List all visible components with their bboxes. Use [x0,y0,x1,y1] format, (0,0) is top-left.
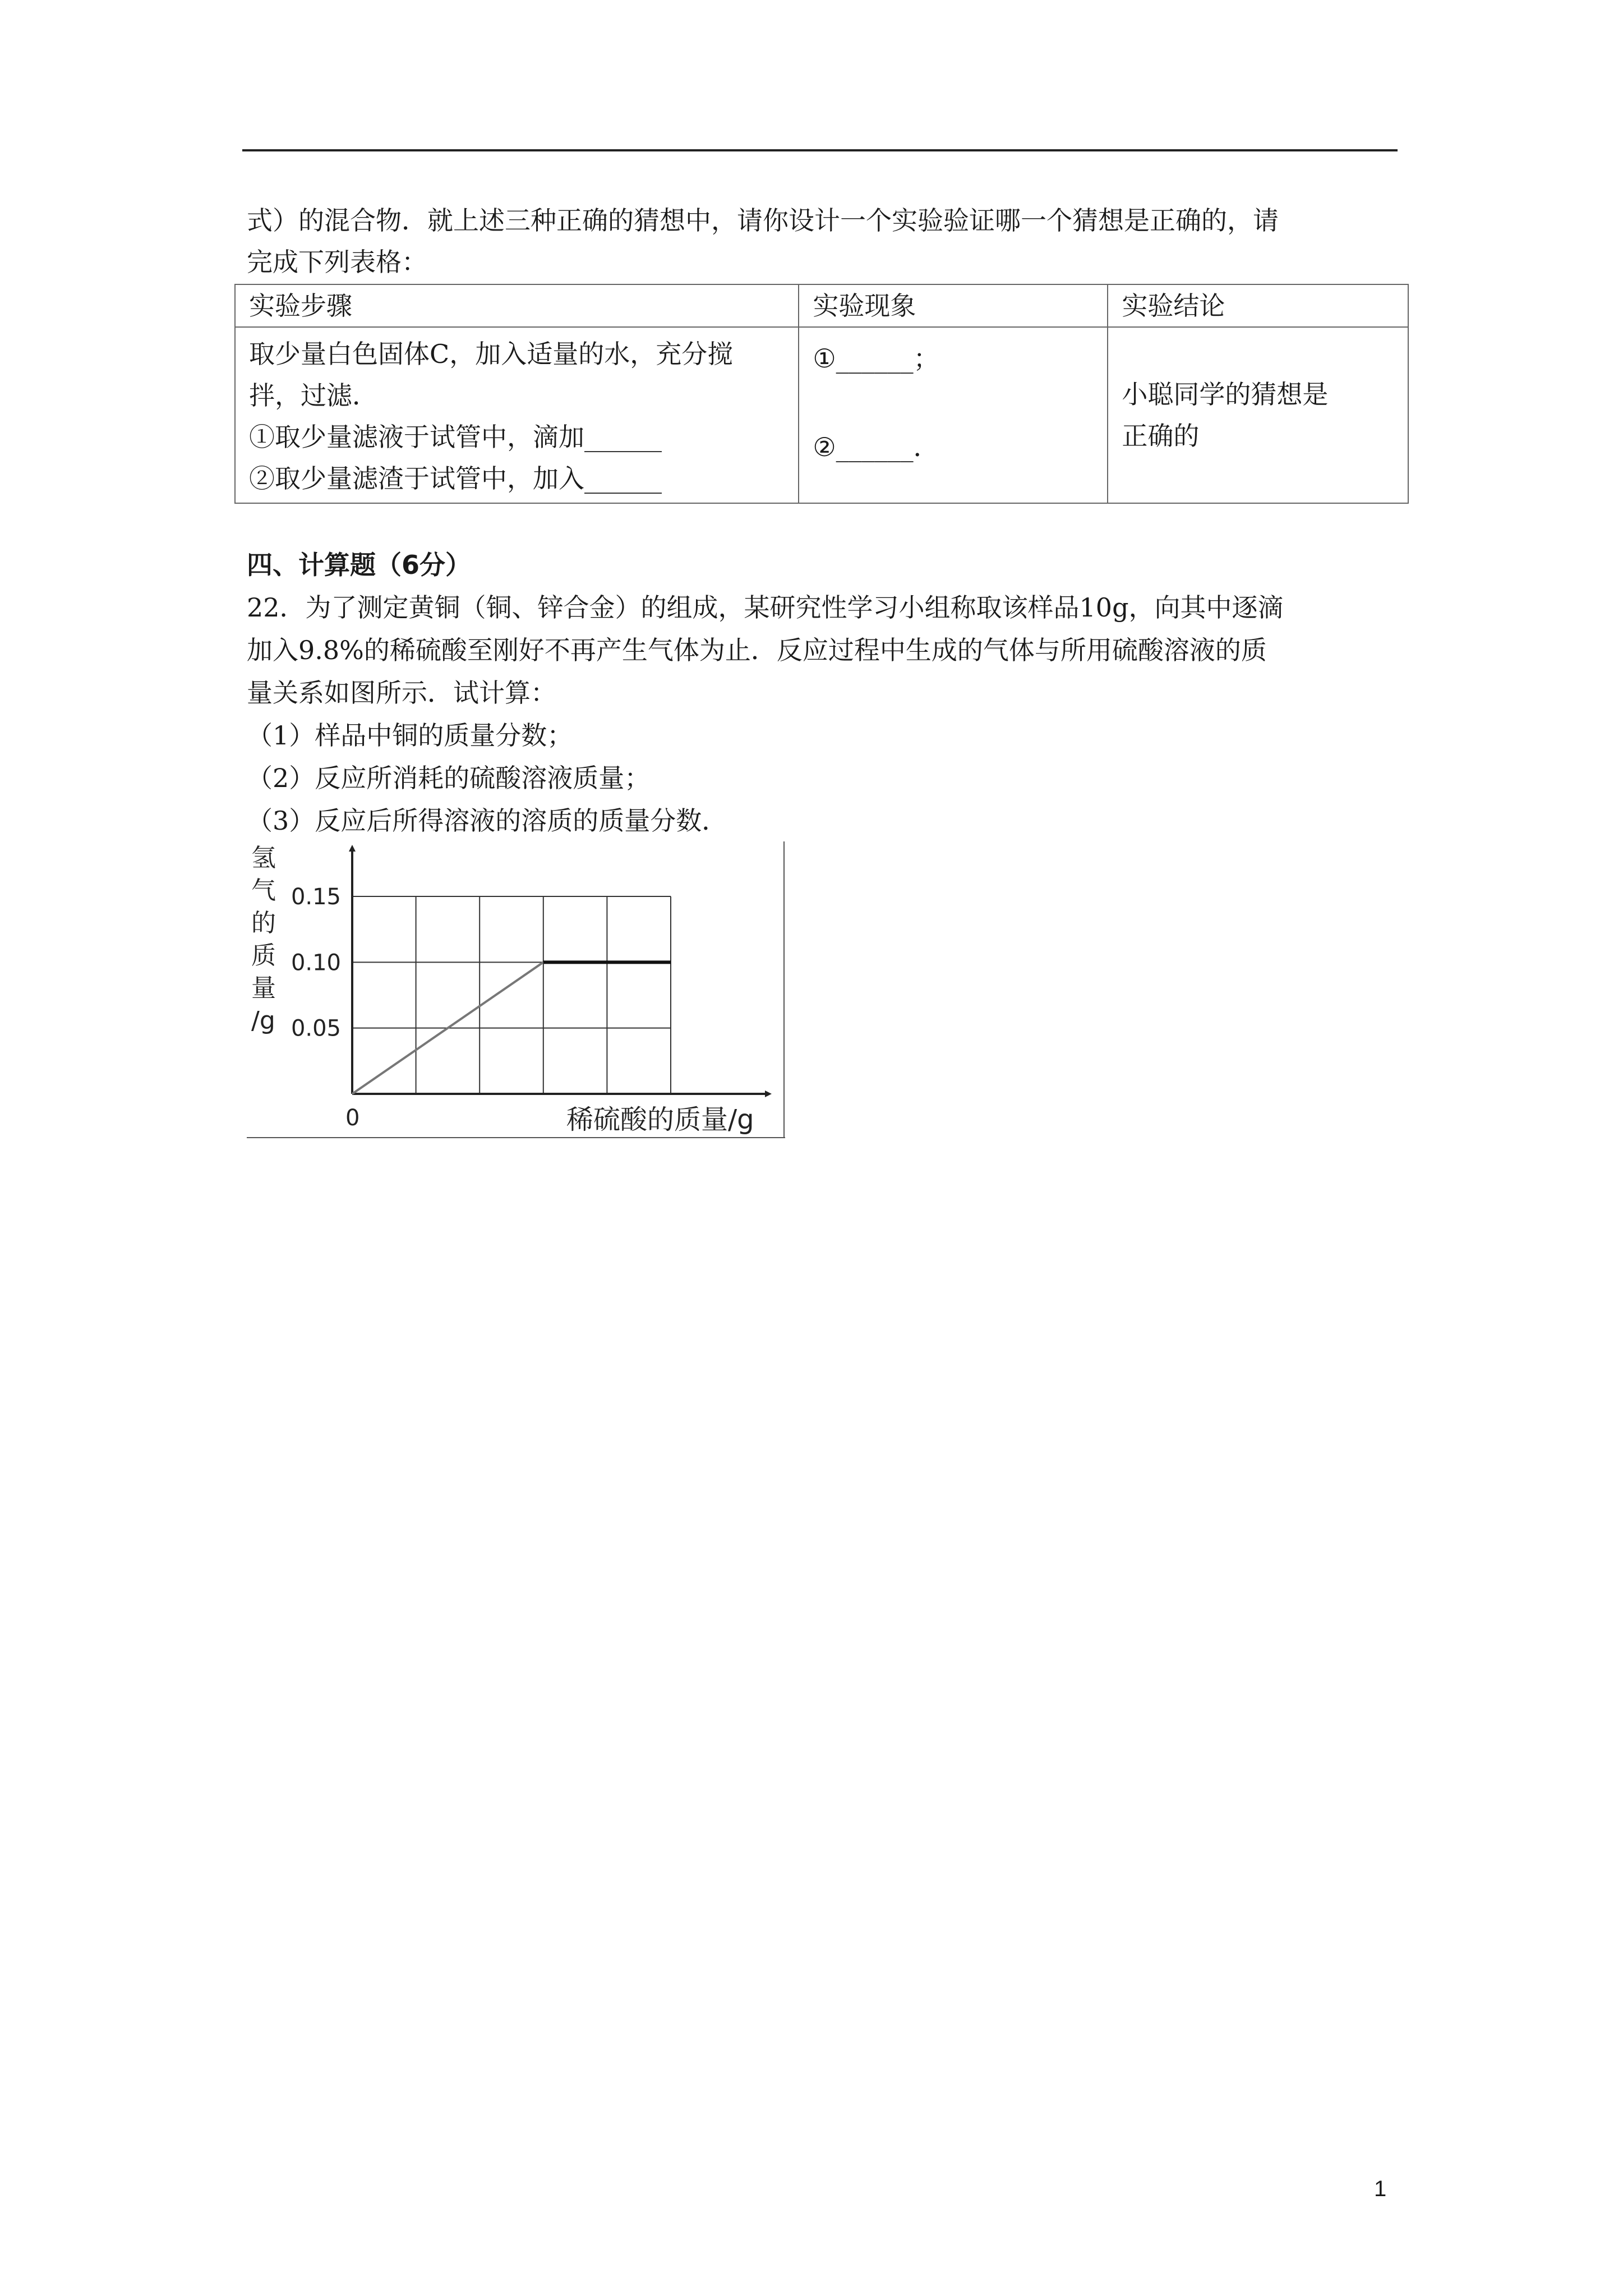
x-axis-label: 稀硫酸的质量/g [566,1104,754,1135]
phenomenon-2: ②______． [813,432,939,462]
conclusion-cell [1108,327,1408,503]
question-line-3: 量关系如图所示．试计算： [247,678,556,708]
y-axis-label-char: 的 [251,909,276,937]
question-line-4: （1）样品中铜的质量分数； [247,720,573,751]
y-axis-label [251,844,276,1035]
y-axis-label-char: 质 [251,941,276,970]
question-line-1: 22．为了测定黄铜（铜、锌合金）的组成，某研究性学习小组称取该样品10g，向其中逐滴 [247,592,1284,623]
phenomena-cell [799,327,1108,503]
steps-cell [235,327,799,503]
question-line-2: 加入9.8%的稀硫酸至刚好不再产生气体为止．反应过程中生成的气体与所用硫酸溶液的质 [247,635,1267,665]
y-tick-label: 0.05 [291,1015,341,1042]
step-line-3: ①取少量滤液于试管中，滴加______ [249,422,662,452]
y-tick-labels [291,884,341,1042]
phenomenon-1: ①______； [813,343,939,374]
y-tick-label: 0.10 [291,950,341,976]
chart-grid [352,896,671,1094]
header-rule [242,149,1398,151]
conclusion-line-1: 小聪同学的猜想是 [1122,379,1329,409]
y-tick-label: 0.15 [291,884,341,910]
conclusion-line-2: 正确的 [1122,421,1200,451]
y-axis-label-char: 氢 [251,844,276,872]
experiment-table [234,284,1409,504]
y-axis-label-char: 量 [251,974,276,1002]
step-line-1: 取少量白色固体C，加入适量的水，充分搅 [249,339,734,369]
question-line-6: （3）反应后所得溶液的溶质的质量分数． [247,806,728,836]
table-row [235,327,1408,503]
table-header-row [235,284,1408,327]
intro-line-1: 式）的混合物．就上述三种正确的猜想中，请你设计一个实验验证哪一个猜想是正确的，请 [247,205,1279,236]
page-number: 1 [1374,2177,1387,2201]
question-line-5: （2）反应所消耗的硫酸溶液质量； [247,763,651,793]
chart [247,841,785,1139]
header-steps: 实验步骤 [235,284,799,327]
chart-svg [247,841,785,1139]
origin-label: 0 [345,1105,360,1131]
step-line-4: ②取少量滤渣于试管中，加入______ [249,463,662,494]
y-axis-label-char: 气 [251,876,276,905]
intro-line-2: 完成下列表格： [247,247,427,277]
y-axis-label-char: /g [251,1006,275,1035]
header-conclusion: 实验结论 [1108,284,1408,327]
section-title: 四、计算题（6分） [247,550,472,580]
step-line-2: 拌，过滤． [249,380,378,411]
header-phenomena: 实验现象 [799,284,1108,327]
